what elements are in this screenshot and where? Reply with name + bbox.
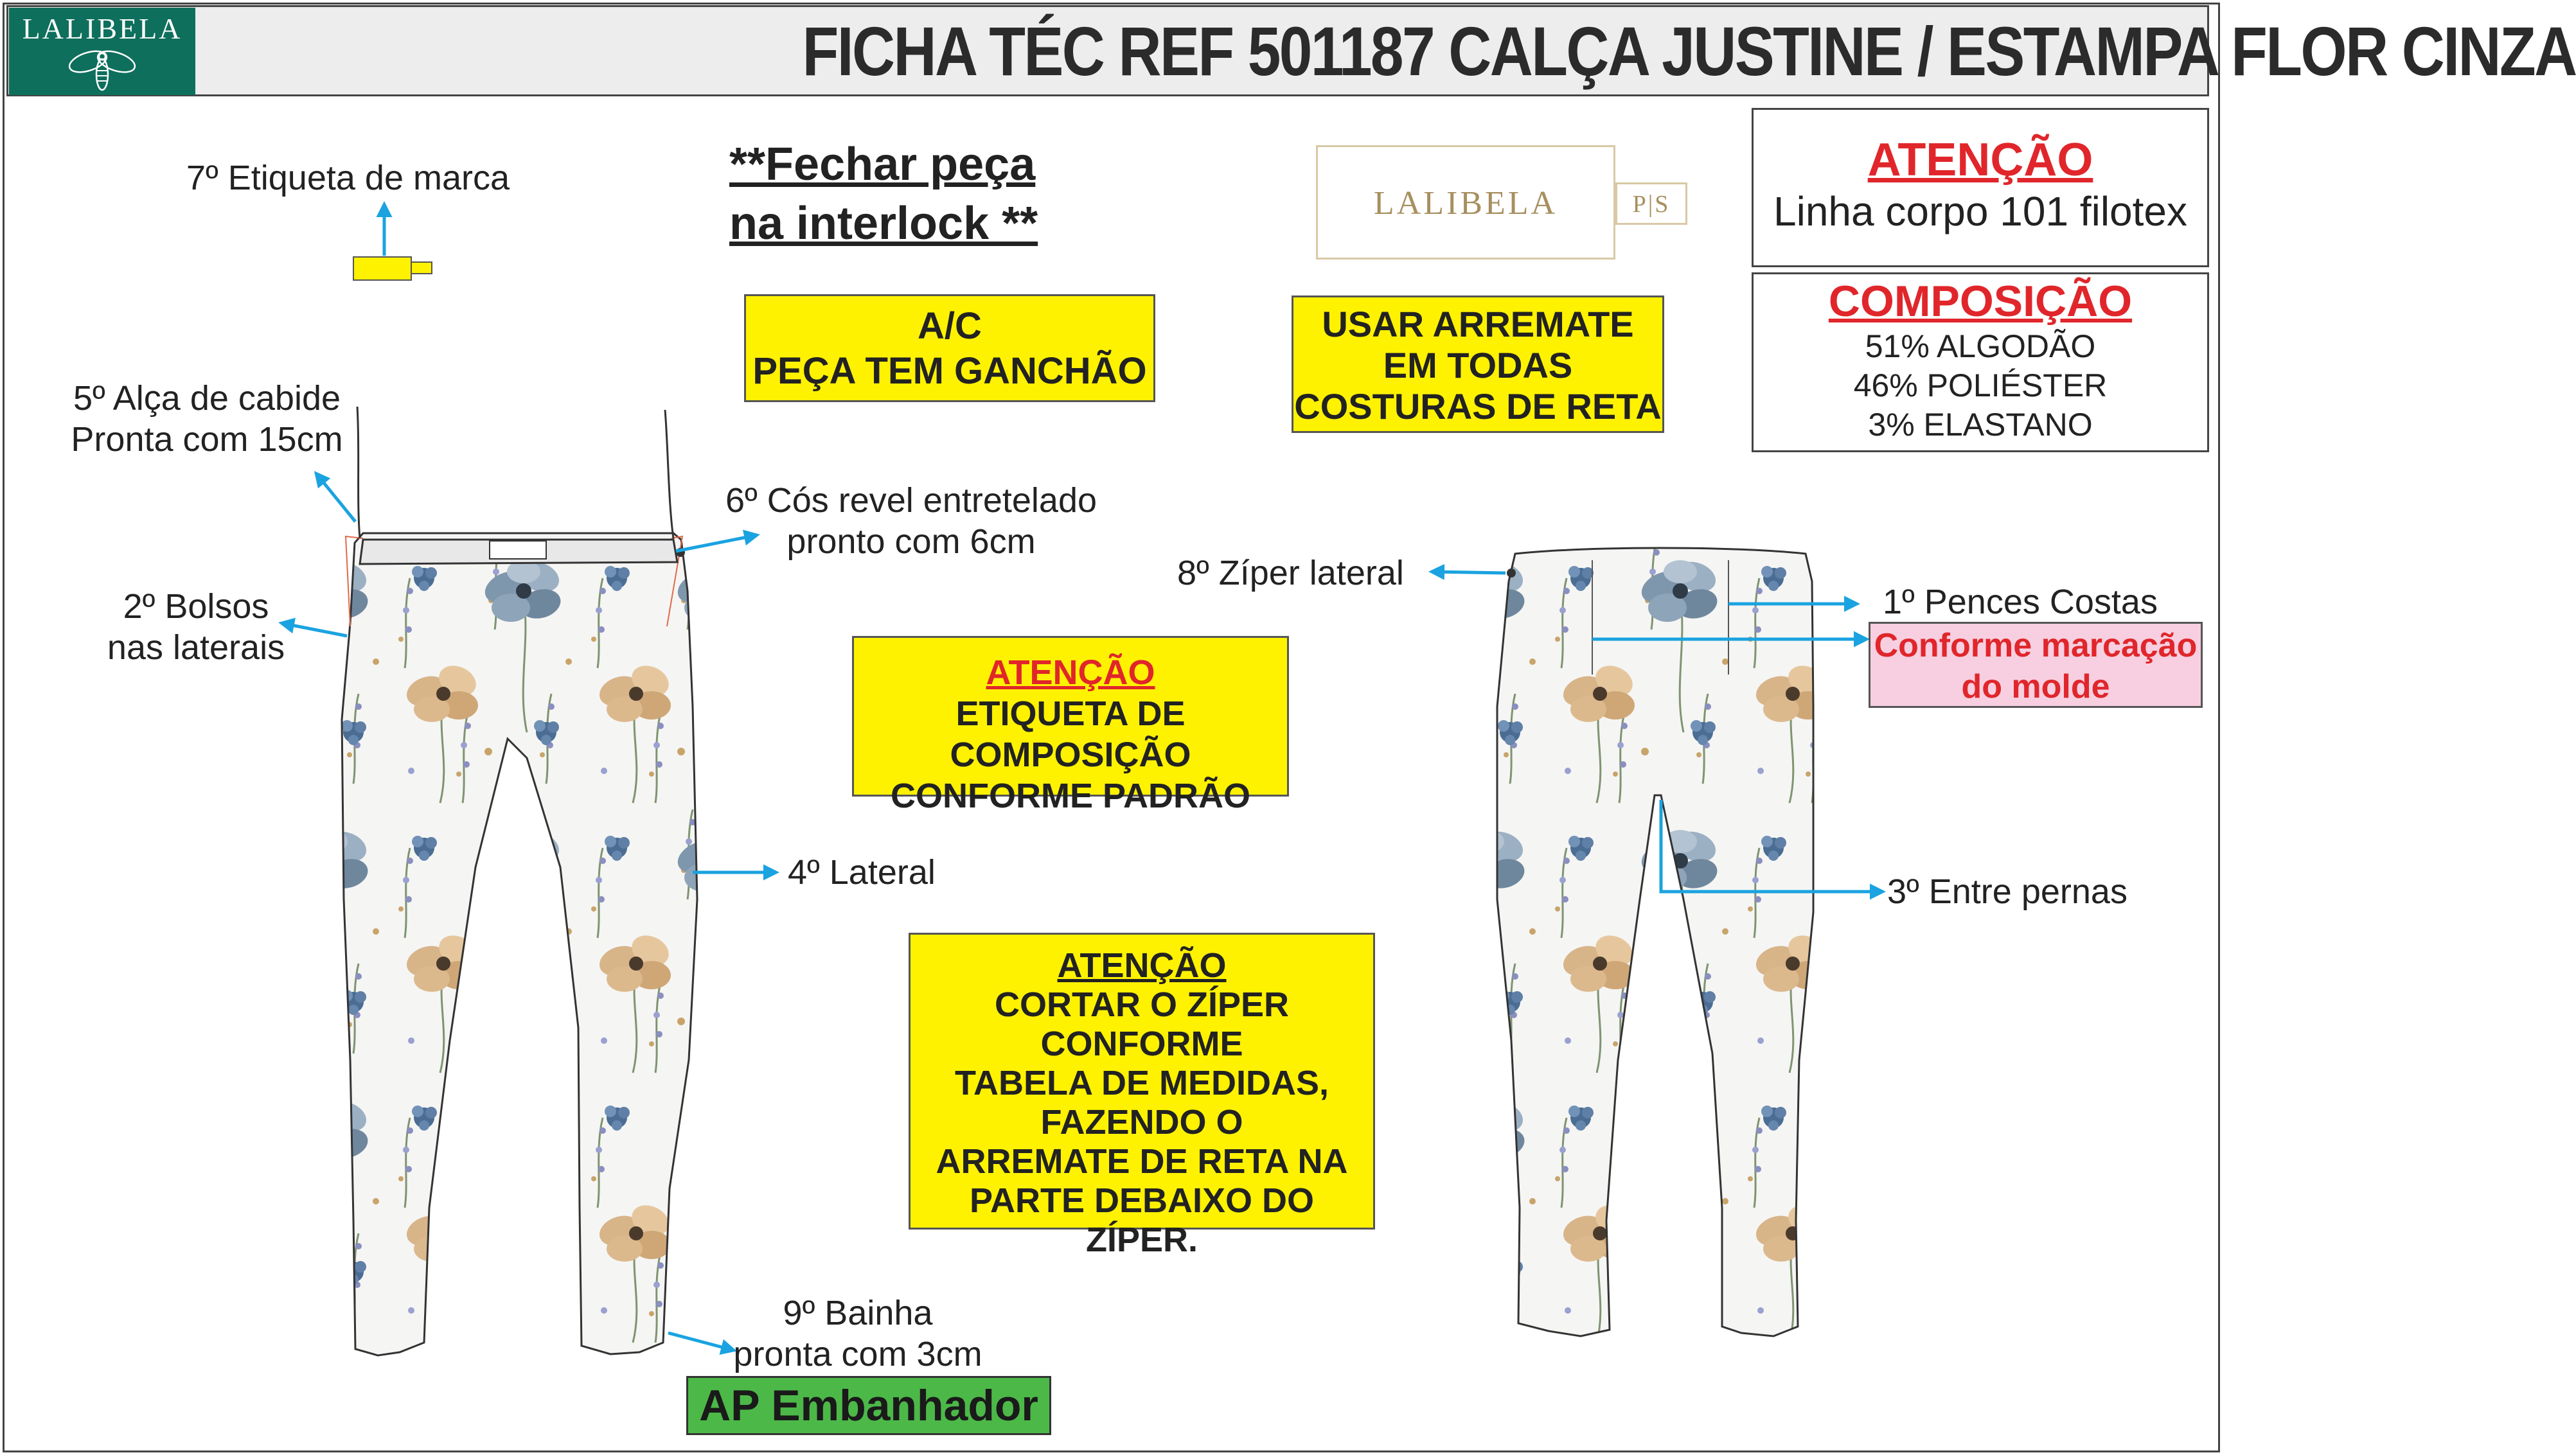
hanger-loop-right <box>665 410 673 538</box>
step-7-label: 7º Etiqueta de marca <box>186 159 510 197</box>
back-zipper-pull <box>1507 569 1516 578</box>
step-6-line-2: pronto com 6cm <box>786 522 1036 561</box>
ziper-line-1: CORTAR O ZÍPER <box>995 985 1289 1024</box>
front-pants-body <box>342 533 697 1355</box>
page-title: FICHA TÉC REF 501187 CALÇA JUSTINE / ESTAMPA FLOR CINZA <box>802 12 2576 90</box>
brand-logo-text: LALIBELA <box>22 12 182 45</box>
etiqueta-line-2: CONFORME PADRÃO <box>891 777 1250 815</box>
cortar-ziper-box <box>909 933 1375 1259</box>
etiqueta-heading: ATENÇÃO <box>986 653 1155 692</box>
back-pants-body <box>1497 548 1813 1336</box>
interlock-note <box>729 135 1070 253</box>
composition-box <box>1752 272 2209 452</box>
etiqueta-composicao-box <box>852 636 1289 815</box>
step-8-label: 8º Zíper lateral <box>1177 554 1404 592</box>
arremate-box <box>1292 295 1664 433</box>
conforme-molde-box <box>1869 622 2203 708</box>
step-9-line-1: 9º Bainha <box>783 1294 933 1332</box>
composition-item: 51% ALGODÃO <box>1865 328 2096 364</box>
ac-gancho-box <box>744 294 1155 402</box>
arremate-line-3: COSTURAS DE RETA <box>1294 386 1662 427</box>
step-6-line-1: 6º Cós revel entretelado <box>725 481 1097 520</box>
molde-line-2: do molde <box>1961 668 2110 705</box>
step-9-label <box>720 1292 996 1375</box>
ziper-line-4: FAZENDO O <box>1040 1103 1243 1142</box>
step-5-label <box>46 378 368 460</box>
etiqueta-line-1: ETIQUETA DE COMPOSIÇÃO <box>950 694 1191 774</box>
attention-thread-heading: ATENÇÃO <box>1867 134 2093 186</box>
step-5-line-1: 5º Alça de cabide <box>73 379 341 418</box>
interlock-note-line-1: **Fechar peça <box>729 139 1036 190</box>
ziper-line-6: PARTE DEBAIXO DO ZÍPER. <box>969 1181 1315 1259</box>
step-5-line-2: Pronta com 15cm <box>71 420 343 459</box>
arremate-line-2: EM TODAS <box>1383 345 1573 385</box>
waist-label <box>490 541 546 559</box>
arrow-step-5 <box>316 473 355 522</box>
composition-item: 46% POLIÉSTER <box>1853 367 2108 403</box>
step-2-label <box>84 586 308 668</box>
ziper-line-2: CONFORME <box>1040 1025 1243 1063</box>
brand-label-tag-text: LALIBELA <box>1373 185 1558 222</box>
step-6-label <box>699 480 1123 562</box>
arrow-step-8 <box>1432 572 1506 573</box>
ziper-line-5: ARREMATE DE RETA NA <box>936 1142 1348 1181</box>
attention-thread-text: Linha corpo 101 filotex <box>1773 188 2187 234</box>
molde-line-1: Conforme marcação <box>1874 627 2198 664</box>
attention-thread-box <box>1752 108 2209 267</box>
ac-line-2: PEÇA TEM GANCHÃO <box>752 350 1147 392</box>
step-9-line-2: pronta com 3cm <box>733 1335 982 1373</box>
front-pants-illustration <box>342 407 697 1355</box>
composition-item: 3% ELASTANO <box>1868 407 2093 443</box>
composition-heading: COMPOSIÇÃO <box>1828 277 2133 326</box>
embanhador-box: AP Embanhador <box>686 1376 1051 1435</box>
size-tag: P|S <box>1615 182 1687 225</box>
arremate-line-1: USAR ARREMATE <box>1322 304 1634 344</box>
brand-label-sketch <box>353 204 432 280</box>
step-4-label: 4º Lateral <box>788 853 936 892</box>
interlock-note-line-2: na interlock ** <box>729 198 1038 249</box>
brand-label-tag <box>1316 145 1615 260</box>
step-1-label: 1º Pences Costas <box>1883 583 2158 621</box>
ziper-heading: ATENÇÃO <box>1057 946 1227 985</box>
ac-line-1: A/C <box>918 305 982 347</box>
step-2-line-1: 2º Bolsos <box>123 587 269 626</box>
step-3-label: 3º Entre pernas <box>1887 872 2127 911</box>
ziper-line-3: TABELA DE MEDIDAS, <box>954 1064 1329 1102</box>
step-2-line-2: nas laterais <box>107 628 285 667</box>
back-pants-illustration <box>1497 548 1813 1336</box>
